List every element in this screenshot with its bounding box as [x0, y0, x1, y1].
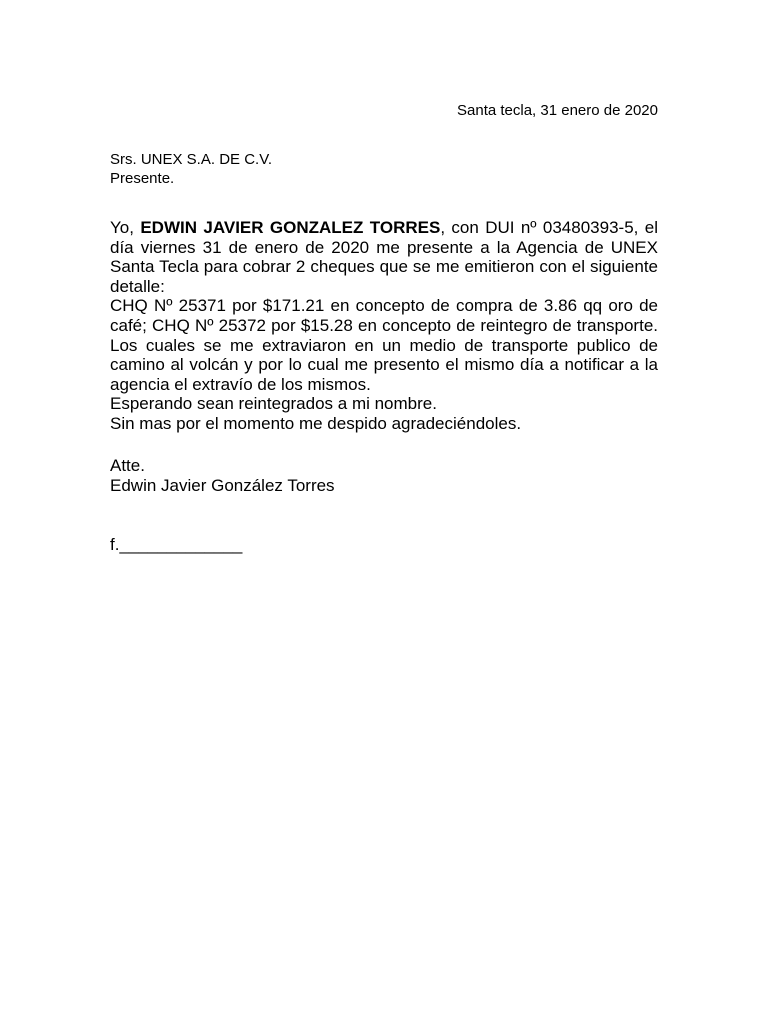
closing-word: Atte.: [110, 456, 145, 475]
closing-block: [110, 456, 335, 495]
detail-paragraph: CHQ Nº 25371 por $171.21 en concepto de compra de 3.86 qq oro de café; CHQ Nº 25372 por $15.28 en concepto de reintegro de transporte. Los cuales se me extraviaron en un medio de transporte publico de camino al volcán y por lo cual me presento el mismo día a notificar a la agencia el extravío de los mismos.: [110, 296, 658, 394]
request-line: Esperando sean reintegrados a mi nombre.: [110, 394, 437, 414]
intro-paragraph: [110, 218, 658, 296]
intro-prefix: Yo,: [110, 218, 141, 237]
sender-name-bold: EDWIN JAVIER GONZALEZ TORRES: [140, 218, 441, 237]
letter-body: [110, 218, 658, 434]
intro-rest: , con DUI nº 03480393-5, el día viernes 31 de enero de 2020 me presente a la Agencia de UNEX Santa Tecla para cobrar 2 cheques que se me emitieron con el siguiente detalle:: [110, 218, 658, 296]
farewell-line: Sin mas por el momento me despido agradeciéndoles.: [110, 413, 522, 433]
signature-line: f._____________: [110, 535, 243, 554]
recipient-name: Srs. UNEX S.A. DE C.V.: [110, 151, 272, 168]
addressee-block: [110, 150, 272, 188]
place-date: Santa tecla, 31 enero de 2020: [457, 102, 658, 119]
recipient-greeting: Presente.: [110, 170, 175, 187]
signer-name: Edwin Javier González Torres: [110, 475, 335, 495]
